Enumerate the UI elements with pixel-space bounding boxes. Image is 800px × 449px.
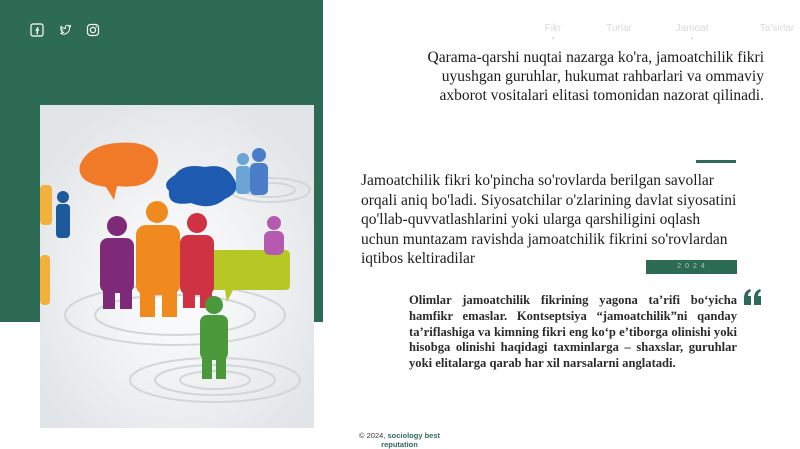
nav-item-fikr[interactable] [520, 22, 586, 42]
nav-item-turlar[interactable] [586, 22, 652, 42]
twitter-link[interactable] [58, 23, 72, 37]
nav-label: Ta'sirlar [759, 23, 795, 34]
people-with-speech-bubbles-image [40, 105, 314, 428]
nav-dot-icon: • [690, 34, 694, 43]
nav-item-tasirlar[interactable] [732, 22, 800, 42]
nav-item-jamoat[interactable] [652, 22, 732, 42]
facebook-icon [30, 23, 44, 37]
top-navigation [520, 22, 800, 42]
social-links [30, 23, 100, 37]
instagram-link[interactable] [86, 23, 100, 37]
nav-label: Jamoat [675, 23, 709, 34]
instagram-icon [86, 23, 100, 37]
nav-dot-icon: • [551, 34, 555, 43]
nav-label: Turlar [606, 23, 632, 34]
brand-link[interactable]: sociology best reputation [381, 431, 440, 449]
quote-icon [743, 288, 763, 306]
copyright-text: © 2024, [359, 431, 386, 440]
nav-label: Fikr [544, 23, 562, 34]
footer [352, 431, 447, 449]
twitter-icon [58, 23, 72, 37]
quote-paragraph: Olimlar jamoatchilik fikrining yagona ta’rifi bo‘yicha hamfikr emaslar. Kontseptsiya “jamoatchilik”ni qanday ta’riflashiga va kimning fikri eng ko‘p e’tiborga olinishi yoki hisobga olinishi haqidagi taxminlarga – shaxslar, guruhlar yoki elitalarga qarab har xil narsalarni anglatadi. [409, 293, 737, 371]
public-opinion-illustration [40, 105, 314, 428]
main-paragraph: Jamoatchilik fikri ko'pincha so'rovlarda berilgan savollar orqali aniq bo'ladi. Siyosatchilar o'zlarining davlat siyosatini qo'llab-quvvatlashlarini yoki ularga qarshiligini oqlash uchun muntazam ravishda jamoatchilik fikrini so'rovlardan iqtibos keltiradilar [361, 172, 737, 268]
year-tag-bar: 2 0 2 4 [646, 260, 737, 274]
facebook-link[interactable] [30, 23, 44, 37]
intro-paragraph: Qarama-qarshi nuqtai nazarga ko'ra, jamoatchilik fikri uyushgan guruhlar, hukumat rahbarlari va ommaviy axborot vositalari elitasi tomonidan nazorat qilinadi. [427, 49, 764, 104]
accent-divider [696, 160, 736, 163]
